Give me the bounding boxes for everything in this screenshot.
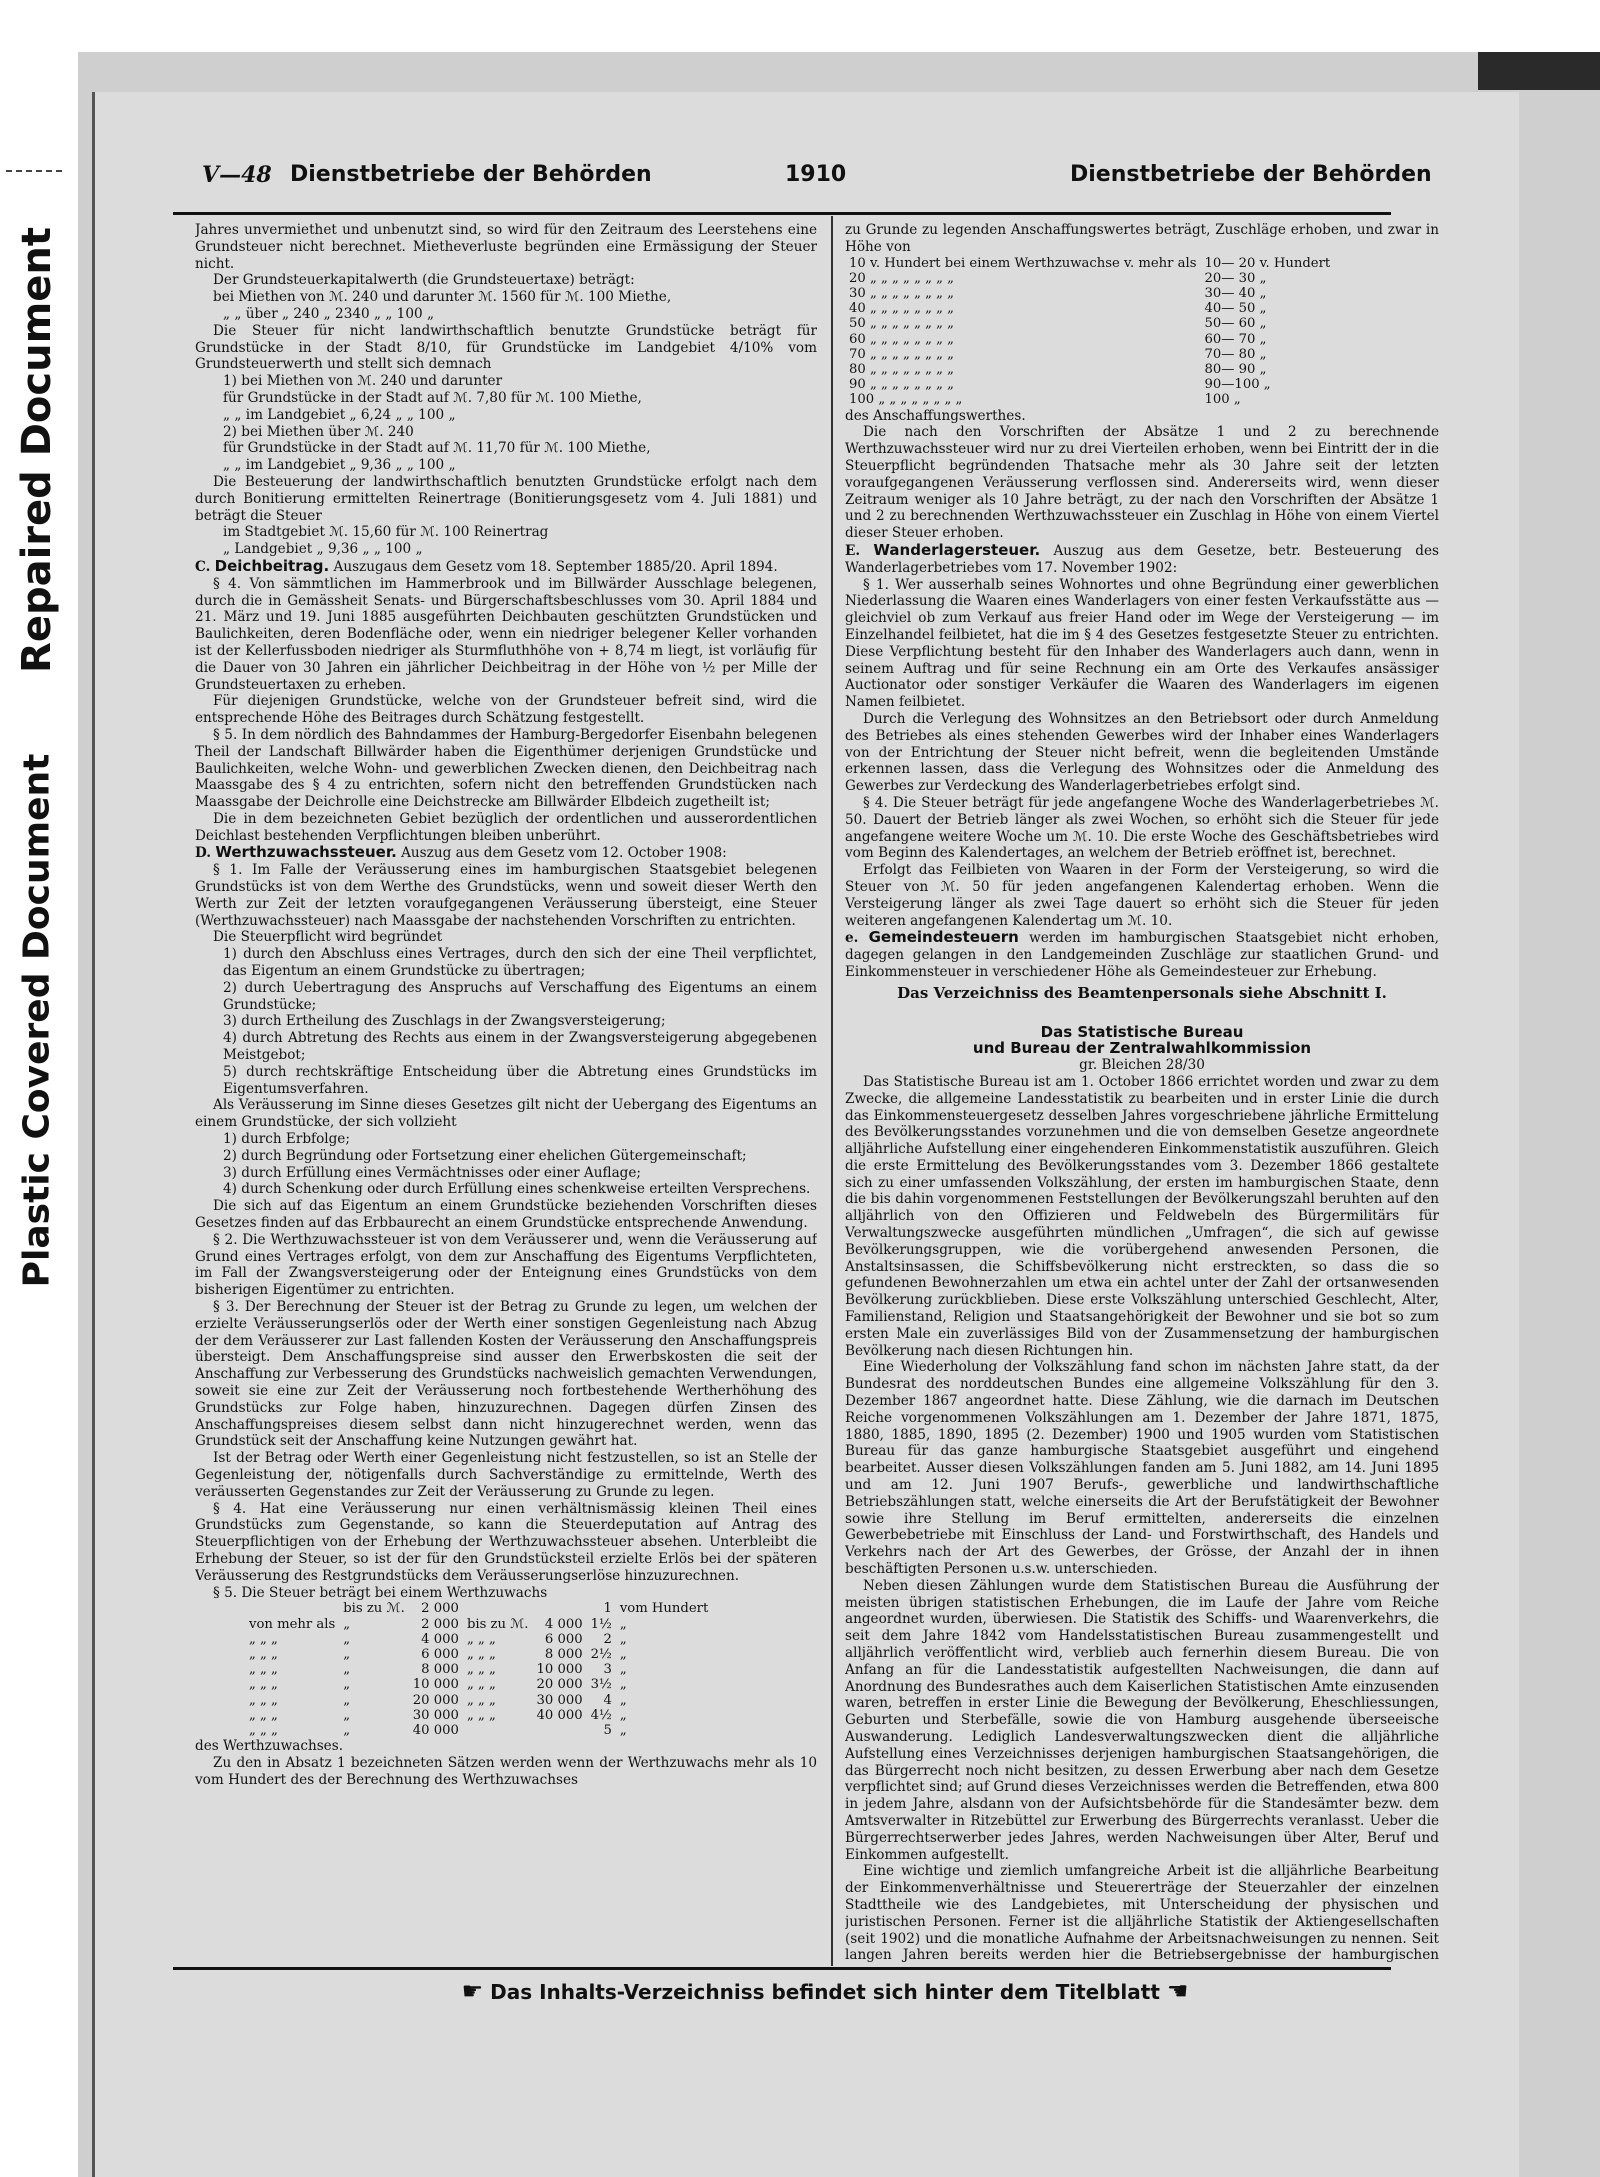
list-item: 1) durch Erbfolge;: [223, 1131, 350, 1148]
table-cell: „ „ „: [466, 1662, 496, 1678]
table-cell: 6 000: [421, 1646, 459, 1662]
table-cell: [532, 1723, 586, 1738]
table-cell: 60 „ „ „ „ „ „ „ „: [849, 331, 954, 347]
section-intro: Auszugaus dem Gesetz vom 18. September 1885/20. April 1894.: [333, 558, 778, 575]
paragraph: zu Grunde zu legenden Anschaffungswertes beträgt, Zuschläge erhoben, und zwar in Höhe von: [845, 222, 1439, 255]
table-cell: 40 000: [536, 1707, 583, 1723]
paragraph: 1) bei Miethen von ℳ. 240 und darunter: [223, 373, 503, 390]
section-letter: C.: [195, 558, 211, 575]
table-cell: 30 „ „ „ „ „ „ „ „: [849, 286, 954, 301]
table-cell: 2 000: [421, 1601, 459, 1617]
table-cell: 10— 20 v. Hundert: [1204, 255, 1331, 271]
column-divider: [831, 216, 833, 1966]
table-cell: 40 „ „ „ „ „ „ „ „: [849, 301, 954, 317]
paragraph: Neben diesen Zählungen wurde dem Statistischen Bureau die Ausführung der meisten übrigen statistischen Erhebungen, die im Laufe der Jahre vom Reiche angeordnet wurden, überwiesen. Die Statistik des Schiffs- und Waarenverkehrs, die seit dem Jahre 1842 vom Handelsstatistischen Bureau zusammengestellt und alljährlich veröffentlicht wird, verblieb auch fernerhin diesem Bureau. Die von Anfang an für die Landesstatistik aufgestellten Nachweisungen, die dann auf Anordnung des Bundesrathes auch dem Kaiserlichen Statistischen Amte einzusenden waren, betreffen in erster Linie die Bewegung der Bevölkerung, Eheschliessungen, Geburten und Sterbefälle, sowie die von Hamburg ausgehende überseeische Auswanderung. Lediglich Landesverwaltungszwecken dient die alljährliche Aufstellung eines Verzeichnisses derjenigen hamburgischen Staatsangehörigen, die das Bürgerrecht noch nicht besitzen, zu dessen Erwerbung aber nach dem Gesetze verpflichtet sind; auf Grund dieses Verzeichnisses werden die Betreffenden, etwa 800 in jedem Jahre, alsdann von der Aufsichtsbehörde für die Standesämter bezw. dem Amtsverwalter in Ritzebüttel zur Erwerbung des Bürgerrechts veranlasst. Ueber die Bürgerrechtserwerber jedes Jahres, werden Nachweisungen über Alter, Beruf und Einkommen aufgestellt.: [845, 1577, 1439, 1863]
plastic-covered-document-text: Plastic Covered Document: [16, 753, 58, 1287]
table-cell: [463, 1601, 533, 1616]
table-cell: [463, 1723, 533, 1738]
table-cell: 20— 30 „: [1204, 270, 1267, 286]
table-cell: 20 000: [412, 1692, 459, 1708]
bureau-title: [845, 1024, 1439, 1058]
rate-table: [245, 1601, 712, 1738]
verzeichnis-note: Das Verzeichniss des Beamtenpersonals siehe Abschnitt I.: [897, 983, 1387, 1002]
paragraph: § 1. Im Falle der Veräusserung eines im hamburgischen Staatsgebiet belegenen Grundstücks ist von dem Werthe des Grundstücks, wenn und soweit dieser Werth den Werth zur Zeit der letzten voraufgegangenen Veräusserung übersteigt, eine Steuer (Werthzuwachssteuer) nach Maassgabe der nachstehenden Vorschriften zu entrichten.: [195, 862, 817, 929]
plastic-covered-document-label: [6, 740, 68, 1300]
paragraph: „ „ über „ 240 „ 2340 „ „ 100 „: [223, 305, 434, 322]
table-cell: 4: [603, 1692, 612, 1708]
table-cell: 4½: [590, 1707, 612, 1723]
table-row: [245, 1617, 712, 1632]
table-row: [845, 271, 1334, 286]
table-row: [245, 1601, 712, 1616]
list-item: 3) durch Ertheilung des Zuschlags in der Zwangsversteigerung;: [223, 1013, 666, 1030]
table-cell: 8 000: [421, 1662, 459, 1678]
table-cell: 10 000: [536, 1662, 583, 1678]
table-cell: 2½: [590, 1646, 612, 1662]
table-cell: „: [619, 1707, 627, 1723]
paragraph: § 4. Von sämmtlichen im Hammerbrook und im Billwärder Ausschlage belegenen, durch die in Gemässheit Senats- und Bürgerschaftsbeschlusses vom 30. April 1884 und 21. März und 19. Juni 1885 ausgeführten Deichbauten geschützten Grundstücken und Baulichkeiten, deren Bodenfläche oder, wenn ein niedriger belegener Keller vorhanden ist der Kellerfussboden niedriger als Sturmfluthhöhe von + 8,74 m liegt, ist vorläufig für die Dauer von 30 Jahren ein jährlicher Deichbeitrag in der Höhe von ½ per Mille der Grundsteuertaxen zu erheben.: [195, 575, 817, 693]
paragraph: des Werthzuwachses.: [195, 1738, 344, 1755]
table-cell: „: [343, 1707, 351, 1723]
table-row: [845, 362, 1334, 377]
list-item: 5) durch rechtskräftige Entscheidung über die Abtretung eines Grundstücks im Eigentumsverfahren.: [223, 1063, 817, 1097]
table-row: [845, 377, 1334, 392]
table-cell: „: [619, 1692, 627, 1708]
table-cell: 100 „ „ „ „ „ „ „ „: [849, 392, 963, 408]
paragraph: des Anschaffungswerthes.: [845, 407, 1026, 424]
table-cell: 60— 70 „: [1204, 331, 1267, 347]
paragraph: Zu den in Absatz 1 bezeichneten Sätzen werden wenn der Werthzuwachs mehr als 10 vom Hundert des der Berechnung des Werthzuwachses: [195, 1754, 817, 1788]
paragraph: Eine wichtige und ziemlich umfangreiche Arbeit ist die alljährliche Bearbeitung der Einkommenverhältnisse und Steuererträge der Steuerzahler der einzelnen Stadttheile wie des Landgebietes, mit Unterscheidung der physischen und juristischen Personen. Ferner ist die alljährliche Statistik der Aktiengesellschaften (seit 1902) und die monatliche Aufnahme der Arbeitsnachweisungen zu nennen. Seit langen Jahren bereits werden hier die Betriebsergebnisse der hamburgischen: [845, 1863, 1439, 1962]
table-row: [245, 1708, 712, 1723]
repaired-document-label: [6, 180, 68, 720]
table-cell: „: [343, 1662, 351, 1678]
table-cell: „ „ „: [249, 1646, 278, 1662]
paragraph: Die Steuerpflicht wird begründet: [213, 929, 443, 946]
section-intro: Auszug aus dem Gesetze, betr. Besteuerung des Wanderlagerbetriebes vom 17. November 1902:: [845, 543, 1439, 576]
table-cell: 2 000: [421, 1616, 459, 1632]
table-cell: „ „ „: [466, 1692, 496, 1708]
table-cell: 30 000: [536, 1692, 583, 1708]
table-cell: 1½: [590, 1616, 612, 1632]
table-cell: „: [619, 1631, 627, 1647]
header-right-title: Dienstbetriebe der Behörden: [1070, 162, 1432, 187]
bureau-address: gr. Bleichen 28/30: [1079, 1057, 1205, 1074]
table-cell: „ „ „: [249, 1722, 278, 1738]
paragraph: § 4. Die Steuer beträgt für jede angefangene Woche des Wanderlagerbetriebes ℳ. 50. Dauert der Betrieb länger als zwei Wochen, so erhöht sich die Steuer für jede angefangene weitere Woche um ℳ. 10. Die erste Woche des Geschäftsbetriebes wird vom Beginn des Kalendertages, an welchem der Betrieb eröffnet ist, berechnet.: [845, 794, 1439, 862]
table-cell: von mehr als: [249, 1616, 336, 1632]
table-cell: 40 000: [412, 1722, 459, 1738]
paragraph: § 4. Hat eine Veräusserung nur einen verhältnismässig kleinen Theil eines Grundstücks zum Gegenstande, so kann die Steuerdeputation auf Antrag des Steuerpflichtigen von der Erhebung der Werthzuwachssteuer absehen. Unterbleibt die Erhebung der Steuer, so ist der für den Grundstücksteil erzielte Erlös bei der späteren Veräusserung des Restgrundstücks dem Veräusserungserlöse hinzuzurechnen.: [195, 1500, 817, 1584]
repaired-document-text: Repaired Document: [14, 227, 60, 673]
table-row: [845, 301, 1334, 316]
table-cell: 5: [603, 1722, 612, 1738]
list-item: 4) durch Abtretung des Rechts aus einem in der Zwangsversteigerung abgegebenen Meistgebot;: [223, 1030, 817, 1064]
table-cell: „ „ „: [249, 1631, 278, 1647]
paragraph: Jahres unvermiethet und unbenutzt sind, so wird für den Zeitraum des Leerstehens eine Grundsteuer nicht berechnet. Mietheverluste begründen eine Ermässigung der Steuer nicht.: [195, 222, 817, 272]
paragraph: Das Statistische Bureau ist am 1. October 1866 errichtet worden und zwar zu dem Zwecke, die allgemeine Landesstatistik zu bearbeiten und in erster Linie die durch das Einkommensteuergesetz desselben Jahres vorgeschriebene jährliche Ermittelung des Bevölkerungsstandes vorzunehmen und die von demselben Gesetze angeordnete alljährliche Aufstellung einer eingehenderen Einkommenstatistik auszuführen. Gleich die erste Ermittelung des Bevölkerungsstandes vom 3. Dezember 1866 gestaltete sich zu einer umfassenden Volkszählung, der ersten im hamburgischen Staate, denn die bis dahin vorgenommenen Feststellungen der Bevölkerungszahl beruhten auf den alljährlich von den Offizieren und Feldwebeln des Bürgermilitärs für Verwaltungszwecke ausgeführten mündlichen „Umfragen“, die sich auf gewisse Bevölkerungsgruppen, wie die vorübergehend anwesenden Personen, die Anstaltsinsassen, die Schiffsbevölkerung nicht erstreckten, so dass die so gefundenen Bewohnerzahlen um etwa ein achtel unter der Zahl der ortsanwesenden Bevölkerung zurückblieben. Diese erste Volkszählung unterschied Geschlecht, Alter, Familienstand, Religion und Staatsangehörigkeit der Bewohner und sie bot so zum ersten Male ein zuverlässiges Bild von der Zusammensetzung der hamburgischen Bevölkerung nach diesen Richtungen hin.: [845, 1073, 1439, 1359]
table-cell: 20 000: [536, 1677, 583, 1693]
table-cell: „ „ „: [466, 1631, 496, 1647]
table-cell: [532, 1601, 586, 1616]
paragraph: § 1. Wer ausserhalb seines Wohnortes und ohne Begründung einer gewerblichen Niederlassung die Waaren eines Wanderlagers von einer festen Verkaufsstätte aus — gleichviel ob zum Verkauf aus freier Hand oder im Wege der Versteigerung — im Einzelhandel feilbietet, hat die im § 4 des Gesetzes festgesetzte Steuer zu entrichten. Diese Verpflichtung besteht für den Inhaber des Wanderlagers auch dann, wenn in seinem Auftrag und für seine Rechnung ein am Orte des Verkaufes ansässiger Auctionator oder sonstiger Verkäufer die Waaren des Wanderlagers im eigenen Namen feilbietet.: [845, 576, 1439, 711]
paragraph: § 5. In dem nördlich des Bahndammes der Hamburg-Bergedorfer Eisenbahn belegenen Theil der Landschaft Billwärder haben die Eigenthümer derjenigen Grundstücke und Baulichkeiten, welche Wohn- und gewerblichen Zwecken dienen, den Deichbeitrag nach Maassgabe des § 4 zu entrichten, sofern nicht den betreffenden Grundstücken nach Maassgabe der Deichrolle eine Deichstrecke am Billwärder Elbdeich zugetheilt ist;: [195, 726, 817, 811]
section-title: Gemeindesteuern: [868, 928, 1019, 947]
table-cell: bis zu ℳ.: [466, 1616, 529, 1632]
section-title: Deichbeitrag.: [214, 556, 330, 575]
table-cell: „: [343, 1692, 351, 1708]
paragraph: Die Besteuerung der landwirthschaftlich benutzten Grundstücke erfolgt nach dem durch Bonitierung ermittelten Reinertrage (Bonitierungsgesetz vom 4. Juli 1881) und beträgt die Steuer: [195, 473, 817, 524]
table-cell: „: [619, 1662, 627, 1678]
list-item: 2) durch Uebertragung des Anspruchs auf Verschaffung des Eigentums an einem Grundstücke;: [223, 979, 817, 1013]
table-cell: 50— 60 „: [1204, 316, 1267, 332]
table-row: [845, 347, 1334, 362]
section-text: werden im hamburgischen Staatsgebiet nicht erhoben, dagegen gelangen in den Landgemeinden Zuschläge zur staatlichen Grund- und Einkommensteuer in verschiedener Höhe als Gemeindesteuer zur Erhebung.: [845, 930, 1439, 980]
paragraph: Durch die Verlegung des Wohnsitzes an den Betriebsort oder durch Anmeldung des Betriebes als eines stehenden Gewerbes wird der Inhaber eines Wanderlagers von der Entrichtung der Steuer nicht befreit, wenn die begleitenden Umstände erkennen lassen, dass die Verlegung des Wohnsitzes oder die Anmeldung des Gewerbes zur Verdeckung des Wanderlagerbetriebes erfolgt sind.: [845, 710, 1439, 795]
header-rule: [173, 212, 1391, 215]
table-row: [845, 316, 1334, 331]
table-cell: „ „ „: [249, 1707, 278, 1723]
header-left-title: Dienstbetriebe der Behörden: [290, 162, 652, 187]
table-row: [245, 1662, 712, 1677]
table-cell: 80 „ „ „ „ „ „ „ „: [849, 362, 954, 378]
paragraph: Der Grundsteuerkapitalwerth (die Grundsteuertaxe) beträgt:: [213, 272, 635, 289]
section-intro: Auszug aus dem Gesetz vom 12. October 1908:: [401, 845, 727, 862]
table-row: [245, 1677, 712, 1692]
table-cell: [245, 1601, 339, 1616]
pointing-hand-right-icon: ☚: [1166, 1977, 1189, 2005]
table-cell: 4 000: [421, 1631, 459, 1647]
table-cell: „: [343, 1631, 351, 1647]
paragraph: § 2. Die Werthzuwachssteuer ist von dem Veräusserer und, wenn die Veräusserung auf Grund eines Vertrages erfolgt, von dem zur Anschaffung des Eigentums Verpflichteten, im Fall der Zwangsversteigerung oder der Enteignung eines Grundstücks von dem bisherigen Eigentümer zu entrichten.: [195, 1231, 817, 1299]
table-cell: „: [343, 1646, 351, 1662]
table-row: [845, 286, 1334, 301]
section-c-heading: [195, 558, 817, 576]
table-row: [245, 1647, 712, 1662]
section-e-heading: [845, 542, 1439, 577]
table-row: [245, 1693, 712, 1708]
table-cell: 1: [603, 1601, 612, 1617]
table-cell: „ „ „: [249, 1662, 278, 1678]
table-cell: 70— 80 „: [1204, 346, 1267, 362]
section-e-gemeindesteuern: [845, 929, 1439, 980]
paragraph: „ Landgebiet „ 9,36 „ „ 100 „: [223, 541, 423, 558]
footer-text: Das Inhalts-Verzeichniss befindet sich hinter dem Titelblatt: [490, 1980, 1160, 2004]
paragraph: Eine Wiederholung der Volkszählung fand schon im nächsten Jahre statt, da der Bundesrat des norddeutschen Bundes eine allgemeine Volkszählung für den 3. Dezember 1867 angeordnet hatte. Diese Zählung, wie die darnach im Deutschen Reiche vorgenommenen Volkszählungen am 1. Dezember der Jahre 1871, 1875, 1880, 1885, 1890, 1895 (2. Dezember) 1900 und 1905 wurden vom Statistischen Bureau für das ganze hamburgische Staatsgebiet ausgeführt und eingehend bearbeitet. Ausser diesen Volkszählungen fanden am 5. Juni 1882, am 14. Juni 1895 und am 12. Juni 1907 Berufs-, gewerbliche und landwirthschaftliche Betriebszählungen statt, welche einerseits die Art der Berufstätigkeit der Bewohner sowie ihre Stellung im Beruf ermittelten, andererseits die einzelnen Gewerbebetriebe mit Einschluss der Land- und Forstwirthschaft, des Handels und Verkehrs nach der Art des Gewerbes, der Grösse, der Anzahl der in ihnen beschäftigten Personen u.s.w. unterschieden.: [845, 1359, 1439, 1578]
section-title: Wanderlagersteuer.: [873, 541, 1041, 559]
table-row: [845, 392, 1334, 407]
table-cell: 8 000: [544, 1646, 583, 1662]
table-cell: 80— 90 „: [1204, 362, 1267, 378]
paragraph: Die nach den Vorschriften der Absätze 1 und 2 zu berechnende Werthzuwachssteuer wird nur zu drei Vierteilen erhoben, wenn bei Eintritt der in die Steuerpflicht begründenden Thatsache mehr als 30 Jahre seit der letzten voraufgegangenen Veräusserung verflossen sind. Andererseits wird, wenn dieser Zeitraum weniger als 10 Jahre beträgt, zu der nach den Vorschriften der Absätze 1 und 2 zu berechnenden Werthzuwachssteuer ein Zuschlag in Höhe von einem Viertel dieser Steuer erhoben.: [845, 424, 1439, 542]
table-cell: „ „ „: [466, 1707, 496, 1723]
table-cell: 3: [603, 1662, 612, 1678]
page-number: V—48: [202, 162, 272, 188]
paragraph: 2) bei Miethen über ℳ. 240: [223, 423, 414, 440]
paragraph: „ „ im Landgebiet „ 6,24 „ „ 100 „: [223, 406, 456, 423]
page-header: [190, 162, 1459, 202]
pointing-hand-left-icon: ☛: [461, 1977, 484, 2005]
table-cell: bis zu ℳ.: [343, 1601, 405, 1617]
table-cell: „: [619, 1722, 627, 1738]
table-cell: 4 000: [544, 1616, 583, 1632]
dashed-marker: [6, 170, 62, 172]
table-cell: 90 „ „ „ „ „ „ „ „: [849, 377, 954, 393]
paragraph: Für diejenigen Grundstücke, welche von der Grundsteuer befreit sind, wird die entsprechende Höhe des Beitrages durch Schätzung festgestellt.: [195, 693, 817, 727]
table-cell: 3½: [590, 1677, 612, 1693]
table-cell: 100 „: [1204, 392, 1241, 408]
table-cell: 2: [603, 1631, 612, 1647]
surcharge-table: [845, 256, 1334, 408]
bureau-title-line1: Das Statistische Bureau: [1040, 1022, 1244, 1041]
left-column: [195, 222, 817, 1962]
table-cell: „ „ „: [249, 1692, 278, 1708]
table-cell: 30— 40 „: [1204, 286, 1267, 301]
paragraph: für Grundstücke in der Stadt auf ℳ. 7,80 für ℳ. 100 Miethe,: [223, 389, 642, 406]
list-item: 4) durch Schenkung oder durch Erfüllung eines schenkweise erteilten Versprechens.: [223, 1181, 811, 1198]
table-cell: 30 000: [412, 1707, 459, 1723]
header-year: 1910: [785, 162, 847, 187]
paragraph: Die sich auf das Eigentum an einem Grundstücke beziehenden Vorschriften dieses Gesetzes finden auf das Erbbaurecht an einem Grundstücke entsprechende Anwendung.: [195, 1198, 817, 1232]
table-cell: 10 v. Hundert bei einem Werthzuwachse v. mehr als: [849, 255, 1197, 271]
table-row: [845, 256, 1334, 271]
list-item: 2) durch Begründung oder Fortsetzung einer ehelichen Gütergemeinschaft;: [223, 1147, 747, 1164]
table-cell: „: [343, 1677, 351, 1693]
paragraph: Als Veräusserung im Sinne dieses Gesetzes gilt nicht der Uebergang des Eigentums an einem Grundstücke, der sich vollzieht: [195, 1097, 817, 1131]
right-column: [845, 222, 1439, 1962]
scan-corner-bar: [1478, 52, 1600, 90]
list-item: 3) durch Erfüllung eines Vermächtnisses oder einer Auflage;: [223, 1164, 642, 1181]
paragraph: für Grundstücke in der Stadt auf ℳ. 11,70 für ℳ. 100 Miethe,: [223, 440, 651, 457]
table-cell: „: [343, 1616, 351, 1632]
table-cell: 20 „ „ „ „ „ „ „ „: [849, 270, 954, 286]
table-cell: 90—100 „: [1204, 377, 1271, 393]
bureau-title-line2: und Bureau der Zentralwahlkommission: [972, 1039, 1312, 1058]
table-row: [245, 1632, 712, 1647]
section-d-heading: [195, 844, 817, 862]
list-item: 1) durch den Abschluss eines Vertrages, durch den sich der eine Theil verpflichtet, das Eigentum an einem Grundstücke zu übertragen;: [223, 946, 817, 980]
table-cell: „ „ „: [466, 1677, 496, 1693]
table-row: [245, 1723, 712, 1738]
table-cell: „: [619, 1616, 627, 1632]
section-letter: E.: [845, 543, 861, 559]
table-cell: „: [343, 1722, 351, 1738]
paragraph: Erfolgt das Feilbieten von Waaren in der Form der Versteigerung, so wird die Steuer von ℳ. 50 für jeden angefangenen Kalendertag erhoben. Wenn die Versteigerung länger als zwei Tage dauert so erhöht sich die Steuer für jeden weiteren angefangenen Kalendertag um ℳ. 10.: [845, 862, 1439, 929]
section-letter: e.: [845, 930, 859, 947]
document-page: [92, 92, 1519, 2177]
paragraph: § 5. Die Steuer beträgt bei einem Werthzuwachs: [213, 1584, 548, 1601]
table-cell: 70 „ „ „ „ „ „ „ „: [849, 346, 954, 362]
paragraph: bei Miethen von ℳ. 240 und darunter ℳ. 1560 für ℳ. 100 Miethe,: [213, 289, 672, 306]
table-cell: vom Hundert: [619, 1601, 709, 1617]
paragraph: Die Steuer für nicht landwirthschaftlich benutzte Grundstücke beträgt für Grundstücke in der Stadt 8/10, für Grundstücke im Landgebiet 4/10% vom Grundsteuerwerth und stellt sich demnach: [195, 322, 817, 373]
paragraph: „ „ im Landgebiet „ 9,36 „ „ 100 „: [223, 457, 456, 474]
table-cell: „ „ „: [249, 1677, 278, 1693]
paragraph: § 3. Der Berechnung der Steuer ist der Betrag zu Grunde zu legen, um welchen der erzielte Veräusserungserlös oder der Werth einer sonstigen Gegenleistung nach Abzug der dem Veräusserer zur Last fallenden Kosten der Veräusserung den Anschaffungspreis übersteigt. Dem Anschaffungspreise sind ausser den Erwerbskosten die seit der Anschaffung zur Verbesserung des Grundstücks nachweislich gemachten Verwendungen, soweit sie eine zur Zeit der Veräusserung noch fortbestehende Wertherhöhung des Grundstücks zur Folge haben, hinzuzurechnen. Dagegen dürfen Zinsen des Anschaffungspreises diesem selbst dann nicht hinzugerechnet werden, wenn das Grundstück seit der Anschaffung keine Nutzungen gewährt hat.: [195, 1299, 817, 1450]
table-cell: 10 000: [412, 1677, 459, 1693]
table-cell: „: [619, 1646, 627, 1662]
table-row: [845, 332, 1334, 347]
paragraph: Ist der Betrag oder Werth einer Gegenleistung nicht festzustellen, so ist an Stelle der Gegenleistung der, nötigenfalls durch Sachverständige zu ermittelnde, Werth des veräusserten Gegenstandes zur Zeit der Veräusserung zu Grunde zu legen.: [195, 1450, 817, 1500]
footer-rule: [173, 1967, 1391, 1970]
section-letter: D.: [195, 845, 212, 862]
footer-note: [325, 1977, 1325, 2005]
table-cell: 6 000: [544, 1631, 583, 1647]
paragraph: Die in dem bezeichneten Gebiet bezüglich der ordentlichen und ausserordentlichen Deichlast bestehenden Verpflichtungen bleiben unberührt.: [195, 810, 817, 844]
table-cell: „ „ „: [466, 1646, 496, 1662]
section-title: Werthzuwachssteuer.: [215, 843, 397, 862]
table-cell: „: [619, 1677, 627, 1693]
paragraph: im Stadtgebiet ℳ. 15,60 für ℳ. 100 Reinertrag: [223, 524, 549, 541]
table-cell: 40— 50 „: [1204, 301, 1267, 317]
table-cell: 50 „ „ „ „ „ „ „ „: [849, 316, 954, 332]
